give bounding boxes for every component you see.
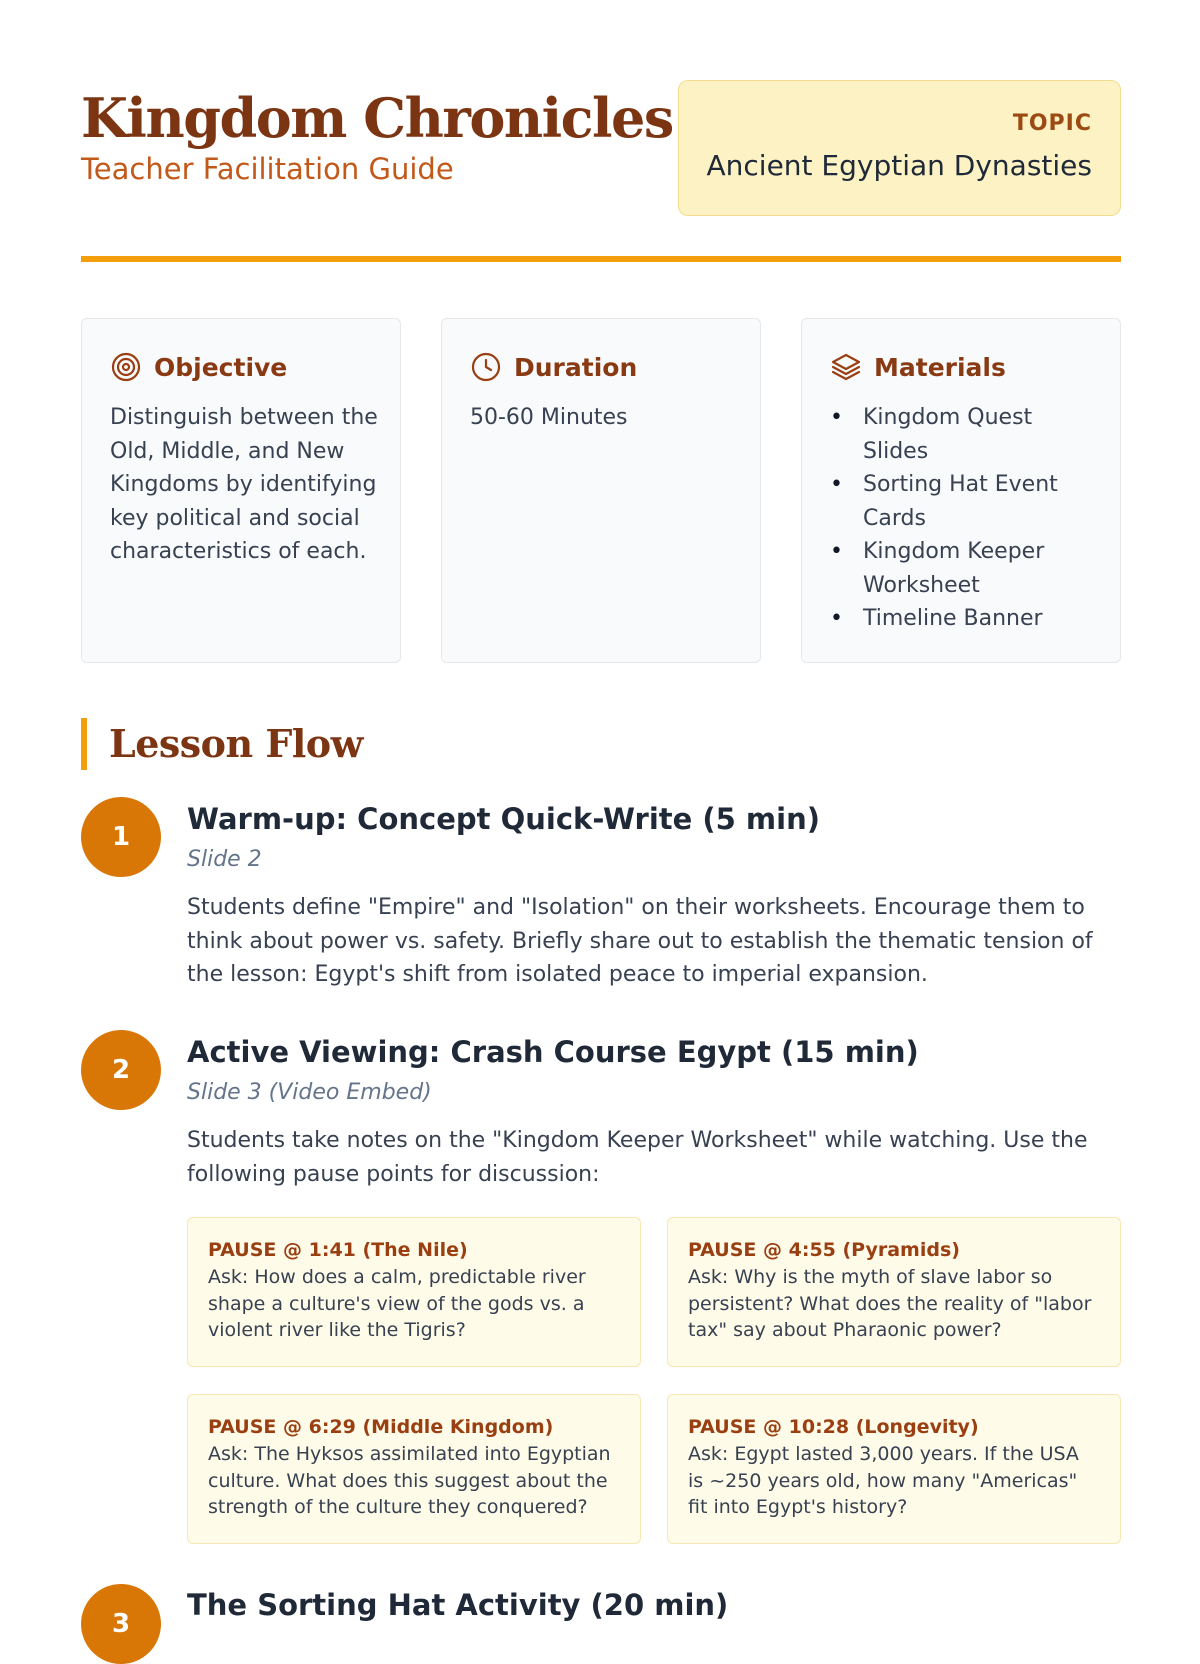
step-title: The Sorting Hat Activity (20 min) [187, 1588, 729, 1622]
page-title: Kingdom Chronicles [81, 86, 673, 150]
list-item: • Kingdom Keeper Worksheet [830, 535, 1098, 602]
clock-icon [470, 351, 502, 383]
duration-card [441, 318, 761, 663]
objective-card [81, 318, 401, 663]
pause-point-text: Ask: Egypt lasted 3,000 years. If the USA is ~250 years old, how many "Americas" fit into Egypt's history? [688, 1443, 1079, 1518]
pause-point-card [667, 1394, 1121, 1544]
pause-point-text: Ask: The Hyksos assimilated into Egyptian culture. What does this suggest about the strength of the culture they conquered? [208, 1443, 611, 1518]
list-item: • Sorting Hat Event Cards [830, 468, 1098, 535]
header-divider [81, 256, 1121, 262]
objective-text: Distinguish between the Old, Middle, and New Kingdoms by identifying key political and social characteristics of each. [110, 405, 378, 564]
pause-point-card [187, 1217, 641, 1367]
pause-point-card [187, 1394, 641, 1544]
objective-title: Objective [154, 352, 288, 382]
duration-title: Duration [514, 352, 638, 382]
lesson-flow-header [81, 718, 363, 770]
objective-card-header [110, 351, 287, 383]
step-description: Students take notes on the "Kingdom Keeper Worksheet" while watching. Use the following pause points for discussion: [187, 1128, 1088, 1187]
materials-title: Materials [874, 352, 1006, 382]
step-title: Active Viewing: Crash Course Egypt (15 min) [187, 1035, 919, 1069]
pause-point-title: PAUSE @ 6:29 (Middle Kingdom) [208, 1416, 554, 1438]
pause-point-text: Ask: Why is the myth of slave labor so persistent? What does the reality of "labor tax" say about Pharaonic power? [688, 1266, 1092, 1341]
list-item: • Kingdom Quest Slides [830, 401, 1098, 468]
step-number-badge: 2 [81, 1030, 161, 1110]
step-slide-ref: Slide 2 [187, 847, 262, 872]
duration-card-header [470, 351, 637, 383]
step-title: Warm-up: Concept Quick-Write (5 min) [187, 802, 820, 836]
duration-text: 50-60 Minutes [470, 405, 628, 430]
header [81, 80, 1121, 216]
topic-box [678, 80, 1121, 216]
pause-point-title: PAUSE @ 4:55 (Pyramids) [688, 1239, 960, 1261]
step-description: Students define "Empire" and "Isolation" on their worksheets. Encourage them to think about power vs. safety. Briefly share out to establish the thematic tension of the lesson: Egypt's shift from isolated peace to imperial expansion. [187, 895, 1093, 987]
list-item: • Timeline Banner [830, 602, 1098, 636]
lesson-flow-title: Lesson Flow [109, 721, 363, 766]
pause-point-text: Ask: How does a calm, predictable river shape a culture's view of the gods vs. a violent river like the Tigris? [208, 1266, 586, 1341]
pause-point-title: PAUSE @ 10:28 (Longevity) [688, 1416, 979, 1438]
materials-list [830, 401, 1098, 636]
topic-value: Ancient Egyptian Dynasties [706, 149, 1092, 182]
pause-point-card [667, 1217, 1121, 1367]
step-number-badge: 3 [81, 1584, 161, 1664]
topic-label: TOPIC [1012, 111, 1092, 136]
step-slide-ref: Slide 3 (Video Embed) [187, 1080, 432, 1105]
step-number-badge: 1 [81, 797, 161, 877]
materials-card-header [830, 351, 1006, 383]
target-icon [110, 351, 142, 383]
pause-point-title: PAUSE @ 1:41 (The Nile) [208, 1239, 468, 1261]
page-subtitle: Teacher Facilitation Guide [81, 152, 454, 186]
layers-icon [830, 351, 862, 383]
materials-card [801, 318, 1121, 663]
